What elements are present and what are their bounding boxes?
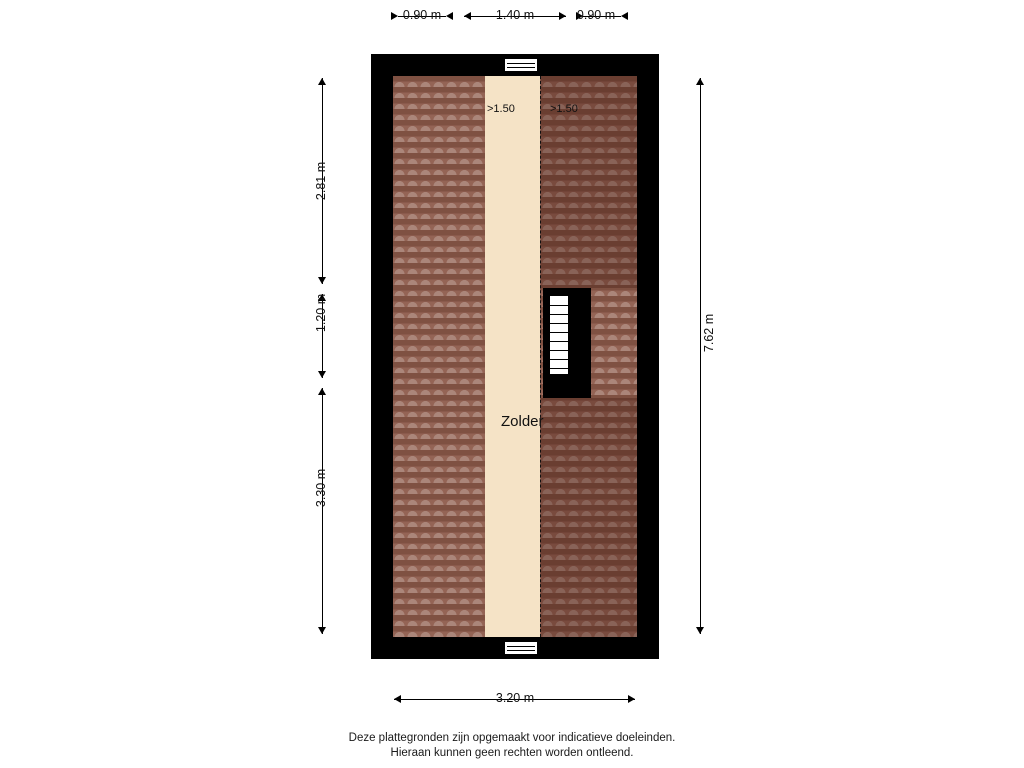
slope-height-label-left: >1.50 [487,103,515,115]
left-dimension-label-2: 1.20 m [314,293,328,333]
floorplan-interior [393,76,637,637]
slope-height-label-right: >1.50 [550,103,578,115]
disclaimer-line-1: Deze plattegronden zijn opgemaakt voor indicatieve doeleinden. [348,732,676,744]
stairwell-treads [549,295,569,375]
top-dimension-label-2: 1.40 m [495,8,535,22]
window-bottom [504,641,538,655]
top-dimension-label-3: 0.90 m [576,8,616,22]
left-dimension-label-1: 2.81 m [314,161,328,201]
attic-floor-area [485,76,541,637]
roof-slope-left [393,76,486,637]
bottom-dimension-label: 3.20 m [495,691,535,705]
top-dimension-label-1: 0.90 m [402,8,442,22]
window-top [504,58,538,72]
roof-shade-lower [541,398,637,637]
room-label-zolder: Zolder [501,413,544,430]
disclaimer [0,731,1024,761]
disclaimer-line-2: Hieraan kunnen geen rechten worden ontleend. [390,747,634,759]
left-dimension-label-3: 3.30 m [314,468,328,508]
floorplan-walls [371,54,659,659]
right-dimension-label: 7.62 m [702,313,716,353]
right-dimension-line [700,78,701,634]
